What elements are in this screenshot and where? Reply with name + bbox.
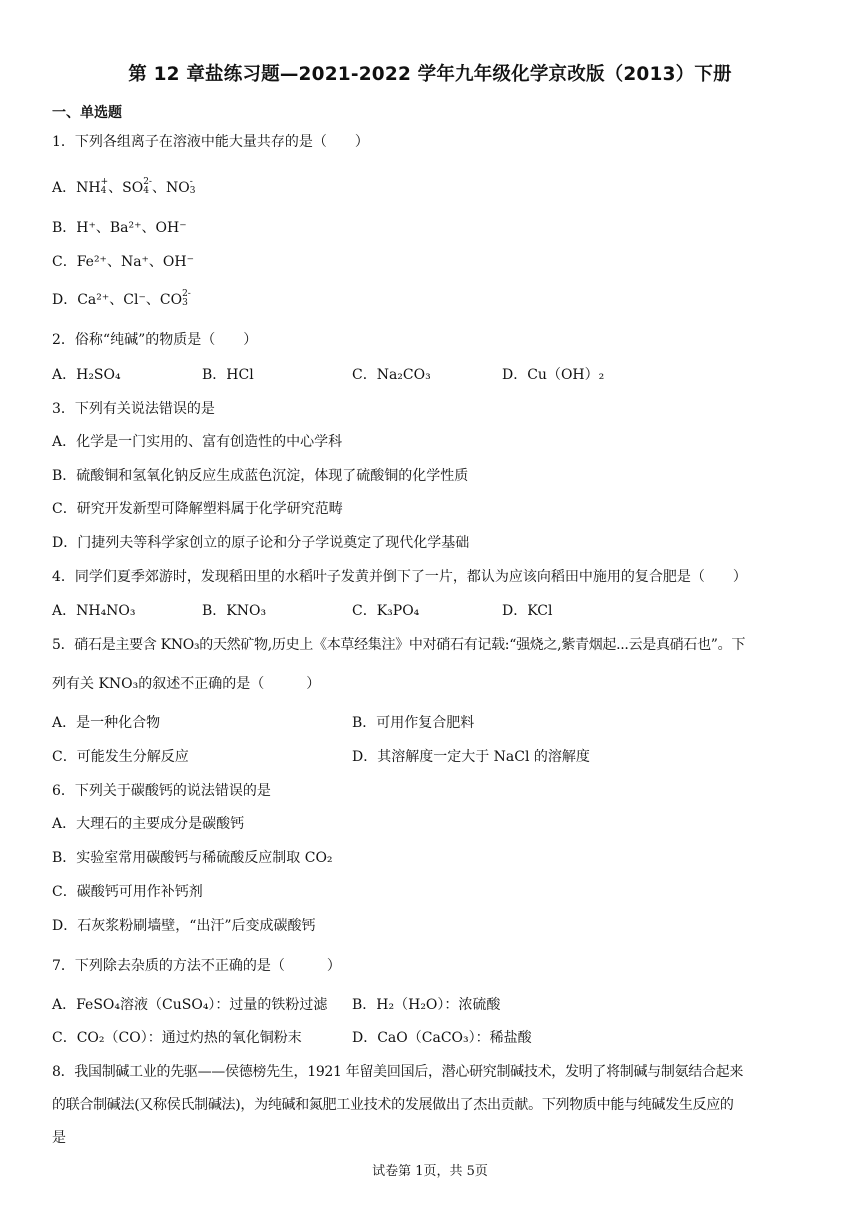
question-5-option-b: B．可用作复合肥料 [352, 715, 475, 731]
question-7-option-a: A．FeSO₄溶液（CuSO₄）：过量的铁粉过滤 [52, 997, 328, 1013]
question-2-option-a: A．H₂SO₄ [52, 367, 121, 383]
question-2-option-b: B．HCl [202, 367, 254, 383]
question-5-stem-line2: 列有关 KNO₃的叙述不正确的是（ ） [52, 676, 321, 692]
page-footer: 试卷第 1页，共 5页 [372, 1164, 488, 1179]
question-1-option-d: D．Ca²⁺、Cl⁻、CO 2- 3 [52, 289, 191, 308]
question-7-option-c: C．CO₂（CO）：通过灼热的氧化铜粉末 [52, 1030, 302, 1046]
question-1-option-c: C．Fe²⁺、Na⁺、OH⁻ [52, 254, 195, 270]
question-3-option-d: D．门捷列夫等科学家创立的原子论和分子学说奠定了现代化学基础 [52, 535, 470, 551]
question-5-option-a: A．是一种化合物 [52, 715, 161, 731]
question-7-option-d: D．CaO（CaCO₃）：稀盐酸 [352, 1030, 532, 1046]
section-heading: 一、单选题 [52, 105, 122, 121]
question-6-option-d: D．石灰浆粉刷墙壁，“出汗”后变成碳酸钙 [52, 918, 316, 934]
question-3-option-a: A．化学是一门实用的、富有创造性的中心学科 [52, 434, 343, 450]
question-6-stem: 6．下列关于碳酸钙的说法错误的是 [52, 783, 271, 799]
question-1-option-b: B．H⁺、Ba²⁺、OH⁻ [52, 220, 187, 236]
question-6-option-c: C．碳酸钙可用作补钙剂 [52, 884, 203, 900]
question-5-stem-line1: 5．硝石是主要含 KNO₃的天然矿物,历史上《本草经集注》中对硝石有记载:“强烧之,紫青烟起...云是真硝石也”。下 [52, 637, 746, 653]
question-1-stem: 1．下列各组离子在溶液中能大量共存的是（ ） [52, 134, 369, 150]
question-4-option-a: A．NH₄NO₃ [52, 603, 136, 619]
question-6-option-b: B．实验室常用碳酸钙与稀硫酸反应制取 CO₂ [52, 850, 333, 866]
question-8-stem-line3: 是 [52, 1130, 66, 1146]
question-8-stem-line1: 8．我国制碱工业的先驱——侯德榜先生，1921 年留美回国后，潜心研究制碱技术，发明了将制碱与制氨结合起来 [52, 1064, 744, 1080]
question-3-stem: 3．下列有关说法错误的是 [52, 401, 215, 417]
question-7-option-b: B．H₂（H₂O）：浓硫酸 [352, 997, 501, 1013]
question-8-stem-line2: 的联合制碱法(又称侯氏制碱法)，为纯碱和氮肥工业技术的发展做出了杰出贡献。下列物质中能与纯碱发生反应的 [52, 1097, 734, 1113]
question-7-stem: 7．下列除去杂质的方法不正确的是（ ） [52, 958, 341, 974]
question-2-option-d: D．Cu（OH）₂ [502, 367, 605, 383]
question-5-option-d: D．其溶解度一定大于 NaCl 的溶解度 [352, 749, 590, 765]
page-title: 第 12 章盐练习题—2021-2022 学年九年级化学京改版（2013）下册 [128, 64, 732, 85]
question-1-option-a: A．NH + 4 、SO 2- 4 、NO - 3 [52, 177, 196, 196]
question-6-option-a: A．大理石的主要成分是碳酸钙 [52, 816, 245, 832]
question-4-option-c: C．K₃PO₄ [352, 603, 420, 619]
question-3-option-b: B．硫酸铜和氢氧化钠反应生成蓝色沉淀，体现了硫酸铜的化学性质 [52, 468, 469, 484]
question-2-option-c: C．Na₂CO₃ [352, 367, 431, 383]
question-3-option-c: C．研究开发新型可降解塑料属于化学研究范畴 [52, 501, 343, 517]
question-4-option-b: B．KNO₃ [202, 603, 267, 619]
question-4-stem: 4．同学们夏季郊游时，发现稻田里的水稻叶子发黄并倒下了一片，都认为应该向稻田中施用的复合肥是（ ） [52, 569, 747, 585]
question-5-option-c: C．可能发生分解反应 [52, 749, 189, 765]
question-2-stem: 2．俗称“纯碱”的物质是（ ） [52, 332, 258, 348]
question-4-option-d: D．KCl [502, 603, 553, 619]
